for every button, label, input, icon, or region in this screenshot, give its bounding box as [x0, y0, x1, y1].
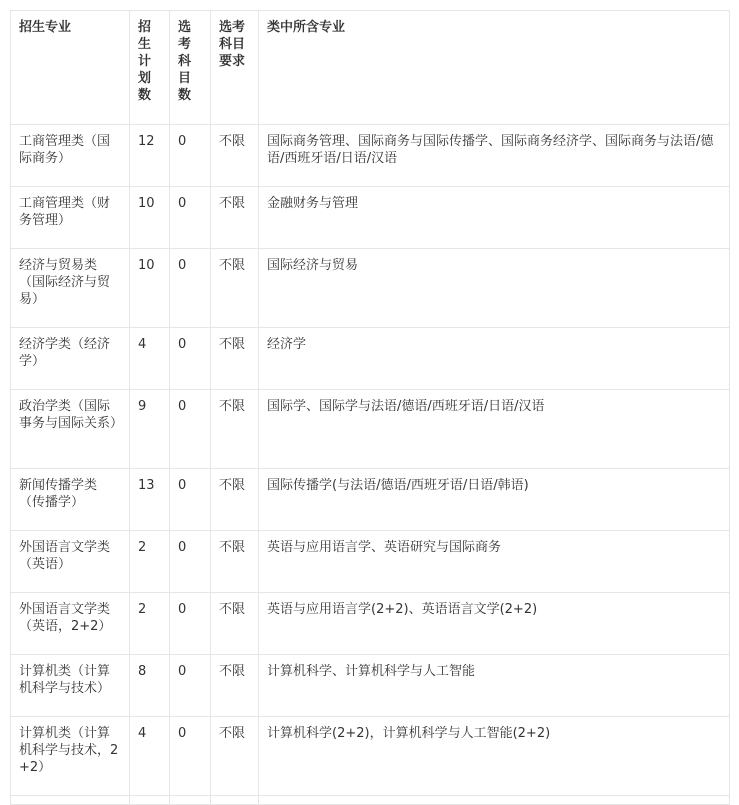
admissions-table	[10, 10, 730, 805]
cell-major: 工商管理类（国际商务）	[11, 125, 130, 187]
cell-major: 计算机类（计算机科学与技术，2+2）	[11, 717, 130, 796]
cell-subjects: 0	[170, 655, 211, 717]
cell-requirement: 不限	[211, 249, 259, 328]
table-row	[11, 187, 730, 249]
cell-plan: 4	[130, 717, 170, 796]
table-row	[11, 328, 730, 390]
cell-includes: 计算机科学、计算机科学与人工智能	[259, 655, 730, 717]
header-subject-requirement-text: 选考科目要求	[219, 20, 246, 69]
cell-plan: 13	[130, 469, 170, 531]
cell-includes: 金融财务与管理	[259, 187, 730, 249]
cell-includes: 经济学	[259, 328, 730, 390]
header-subject-count	[170, 11, 211, 125]
cell-major: 外国语言文学类（英语）	[11, 531, 130, 593]
cell-requirement: 不限	[211, 531, 259, 593]
cell-includes: 英语与应用语言学(2+2)、英语语言文学(2+2)	[259, 593, 730, 655]
cell-includes: 国际学、国际学与法语/德语/西班牙语/日语/汉语	[259, 390, 730, 469]
header-subject-count-text: 选考科目数	[178, 20, 192, 103]
cell-subjects: 0	[170, 717, 211, 796]
table-row	[11, 531, 730, 593]
table-row	[11, 125, 730, 187]
cell-plan: 2	[130, 593, 170, 655]
cell-plan: 8	[130, 655, 170, 717]
table-header-row	[11, 11, 730, 125]
header-major: 招生专业	[11, 11, 130, 125]
cell-plan: 10	[130, 249, 170, 328]
cell-requirement: 不限	[211, 328, 259, 390]
header-plan-text: 招生计划数	[138, 20, 152, 103]
cell-major: 工商管理类（财务管理）	[11, 187, 130, 249]
cell-requirement: 不限	[211, 717, 259, 796]
cell-subjects: 0	[170, 328, 211, 390]
cell-requirement: 不限	[211, 469, 259, 531]
table-row	[11, 717, 730, 796]
cell-requirement: 不限	[211, 390, 259, 469]
header-subject-requirement	[211, 11, 259, 125]
table-row	[11, 655, 730, 717]
table-row	[11, 593, 730, 655]
cell-includes: 计算机科学(2+2)，计算机科学与人工智能(2+2)	[259, 717, 730, 796]
cell-plan: 10	[130, 187, 170, 249]
cell-major: 经济学类（经济学）	[11, 328, 130, 390]
cell-plan: 9	[130, 390, 170, 469]
cell-includes: 国际传播学(与法语/德语/西班牙语/日语/韩语)	[259, 469, 730, 531]
cell-major: 外国语言文学类（英语，2+2）	[11, 593, 130, 655]
cell-includes: 国际经济与贸易	[259, 249, 730, 328]
cell-includes: 国际商务管理、国际商务与国际传播学、国际商务经济学、国际商务与法语/德语/西班牙语/日语/汉语	[259, 125, 730, 187]
cell-subjects: 0	[170, 593, 211, 655]
table-row-continuation	[11, 796, 730, 805]
cell-includes: 英语与应用语言学、英语研究与国际商务	[259, 531, 730, 593]
cell-subjects: 0	[170, 531, 211, 593]
cell-requirement: 不限	[211, 125, 259, 187]
cell-major: 政治学类（国际事务与国际关系）	[11, 390, 130, 469]
cell-subjects: 0	[170, 125, 211, 187]
cell-subjects: 0	[170, 249, 211, 328]
cell-plan: 12	[130, 125, 170, 187]
cell-subjects: 0	[170, 390, 211, 469]
cell-major: 经济与贸易类（国际经济与贸易）	[11, 249, 130, 328]
cell-subjects: 0	[170, 469, 211, 531]
table-row	[11, 469, 730, 531]
cell-plan: 4	[130, 328, 170, 390]
header-plan	[130, 11, 170, 125]
cell-major: 计算机类（计算机科学与技术）	[11, 655, 130, 717]
table-row	[11, 390, 730, 469]
header-included-majors: 类中所含专业	[259, 11, 730, 125]
cell-requirement: 不限	[211, 187, 259, 249]
cell-requirement: 不限	[211, 593, 259, 655]
cell-requirement: 不限	[211, 655, 259, 717]
table-row	[11, 249, 730, 328]
cell-plan: 2	[130, 531, 170, 593]
cell-major: 新闻传播学类（传播学）	[11, 469, 130, 531]
cell-subjects: 0	[170, 187, 211, 249]
